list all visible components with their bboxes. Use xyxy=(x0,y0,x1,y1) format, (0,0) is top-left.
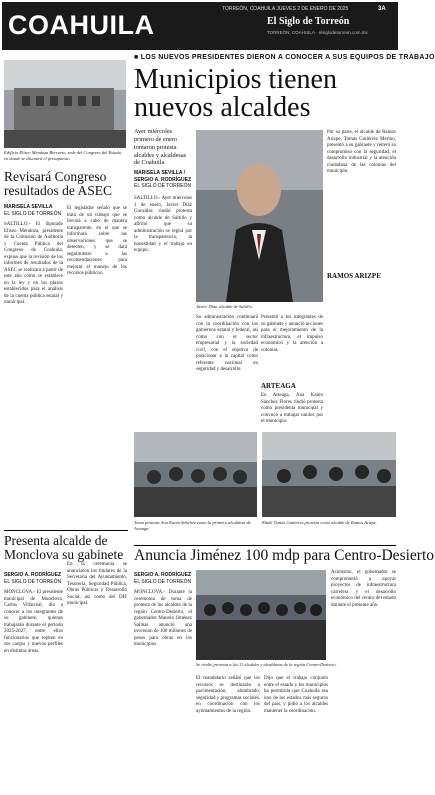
section-header xyxy=(2,2,398,50)
arteaga-photo xyxy=(134,432,257,517)
bottom-column-3: Dijo que el trabajo conjunto entre el estado y los municipios ha permitido que Coahuila sea uno de los estados más seguros del país, y pidió a los alcaldes mantener la coordinación. xyxy=(264,676,328,714)
region-photo xyxy=(196,570,326,660)
byline-name: MARISELA SEVILLA / SERGIO A. RODRÍGUEZ xyxy=(134,170,192,183)
main-column-b: Su administración continuará con la coordinación con los gobiernos estatal y federal, así como con el sector empresarial y la sociedad civil, con el objetivo de posicionar a la capital como referente nacional en seguridad y desarrollo. xyxy=(196,315,258,372)
congress-photo-caption: Edificio Eliseo Mendoza Berrueto, sede del Congreso del Estado, en donde se discutirá el presupuesto. xyxy=(4,150,123,161)
asec-headline: Revisará Congreso resultados de ASEC xyxy=(4,169,112,198)
asec-column-2: El legislador señaló que se trata de un trabajo que se llevará a cabo de manera transparente, en el que se informará sobre las observaciones que se detecten, y se dará seguimiento a las recomendaciones para mejorar el manejo de los recursos públicos. xyxy=(67,206,127,276)
monclova-headline: Presenta alcalde de Monclova su gabinete xyxy=(4,533,124,562)
congress-photo xyxy=(4,60,126,148)
logo-subtitle: TORREÓN, COAHUILA · elsiglodetorreon.com.mx xyxy=(267,30,368,35)
divider xyxy=(4,530,128,531)
monclova-byline xyxy=(4,572,61,585)
byline-org: EL SIGLO DE TORREÓN xyxy=(4,578,62,585)
bottom-byline xyxy=(134,572,192,585)
mayor-portrait xyxy=(196,130,323,302)
main-kicker: ■ LOS NUEVOS PRESIDENTES DIERON A CONOCER A SUS EQUIPOS DE TRABAJO xyxy=(134,54,435,61)
main-column-e: Por su parte, el alcalde de Ramos Arizpe, Tomás Gutiérrez Merino, presentó a su gabinete y reiteró su compromiso con la seguridad, el desarrollo industrial y la atención ciudadana de las colonias del municipio. xyxy=(327,130,396,174)
subhead-arteaga: ARTEAGA xyxy=(261,382,296,390)
ramos-photo xyxy=(262,432,396,517)
asec-byline xyxy=(4,204,61,217)
subhead-ramos-arizpe: RAMOS ARIZPE xyxy=(327,272,381,280)
byline-org: EL SIGLO DE TORREÓN xyxy=(4,210,62,217)
arteaga-photo-caption: Toma protesta Ana Karen Sánchez como la primera alcaldesa de Arteaga. xyxy=(134,520,251,531)
bottom-column-1: MONCLOVA.- Durante la ceremonia de toma de protesta de los alcaldes de la región Centro-Desierto, el gobernador Manolo Jiménez Salinas anunció una inversión de 100 millones de pesos para obras en los municipios. xyxy=(134,590,192,647)
main-column-c: Presentó a los integrantes de su gabinete y anunció acciones para el mejoramiento de la infraestructura, el impulso económico y la atención a colonias. xyxy=(261,315,323,353)
main-column-d: En Arteaga, Ana Karen Sánchez Flores rindió protesta como presidenta municipal y convocó a trabajar unidos por el municipio. xyxy=(261,393,323,424)
byline-name: SERGIO A. RODRÍGUEZ xyxy=(134,572,192,578)
ramos-photo-caption: Rinde Tomás Gutiérrez protesta como alcalde de Ramos Arizpe. xyxy=(262,520,378,525)
bottom-column-4: Asimismo, el gobernador se comprometió a apoyar proyectos de infraestructura carretera y el desarrollo económico del centro del estado durante el presente año. xyxy=(331,570,396,608)
main-headline: Municipios tienen nuevos alcaldes xyxy=(134,64,337,123)
bottom-column-2: El mandatario señaló que los recursos se destinarán a pavimentación, alumbrado, seguridad y programas sociales, en coordinación con los ayuntamientos de la región. xyxy=(196,676,260,714)
main-column-a: SALTILLO.- Ayer miércoles 1 de enero, Javier Díaz González rindió protesta como alcalde de Saltillo y afirmó que su administración se regirá por la transparencia, la honestidad y el trabajo en equipo. xyxy=(134,196,192,253)
bottom-headline: Anuncia Jiménez 100 mdp para Centro-Desierto xyxy=(134,547,435,564)
asec-column-1: SALTILLO.- El diputado Eliseo Mendoza, presidente de la Comisión de Auditoría y Cuenta Pública del Congreso de Coahuila, expuso que la revisión de los informes de resultados de la ASEC se realizará a partir de este año como se establece en la ley y en los plazos establecidos para el análisis de la cuenta pública estatal y municipal. xyxy=(4,222,63,305)
monclova-column-2: En la ceremonia se anunciaron los titulares de la Secretaría del Ayuntamiento, Tesorería, Seguridad Pública, Obras Públicas y Desarrollo Social, así como del DIF municipal. xyxy=(67,562,127,606)
byline-name: SERGIO A. RODRÍGUEZ xyxy=(4,572,62,578)
date-line: TORREÓN, COAHUILA JUEVES 2 DE ENERO DE 2025 xyxy=(222,6,349,12)
byline-org: EL SIGLO DE TORREÓN xyxy=(134,578,192,585)
section-title: COAHUILA xyxy=(8,10,155,40)
byline-name: MARISELA SEVILLA xyxy=(4,204,53,210)
main-byline xyxy=(134,170,194,190)
byline-org: EL SIGLO DE TORREÓN xyxy=(134,183,192,189)
page-number: 3A xyxy=(378,6,386,12)
mayor-portrait-caption: Javier Díaz, alcalde de Saltillo. xyxy=(196,304,253,309)
newspaper-logo: El Siglo de Torreón xyxy=(267,16,350,27)
main-deck: Ayer miércoles primero de enero tomaron protesta alcaldes y alcaldesas de Coahuila xyxy=(134,128,187,167)
divider xyxy=(134,545,396,546)
monclova-column-1: MONCLOVA.- El presidente municipal de Monclova, Carlos Villarreal, dio a conocer a los integrantes de su gabinete, quienes trabajarán durante el periodo 2025-2027, entre ellos funcionarios que repiten en sus cargos y nuevos perfiles en distintas áreas. xyxy=(4,590,63,654)
region-photo-caption: Se rindió protesta a los 11 alcaldes y alcaldesas de la región Centro-Desierto. xyxy=(196,662,337,667)
